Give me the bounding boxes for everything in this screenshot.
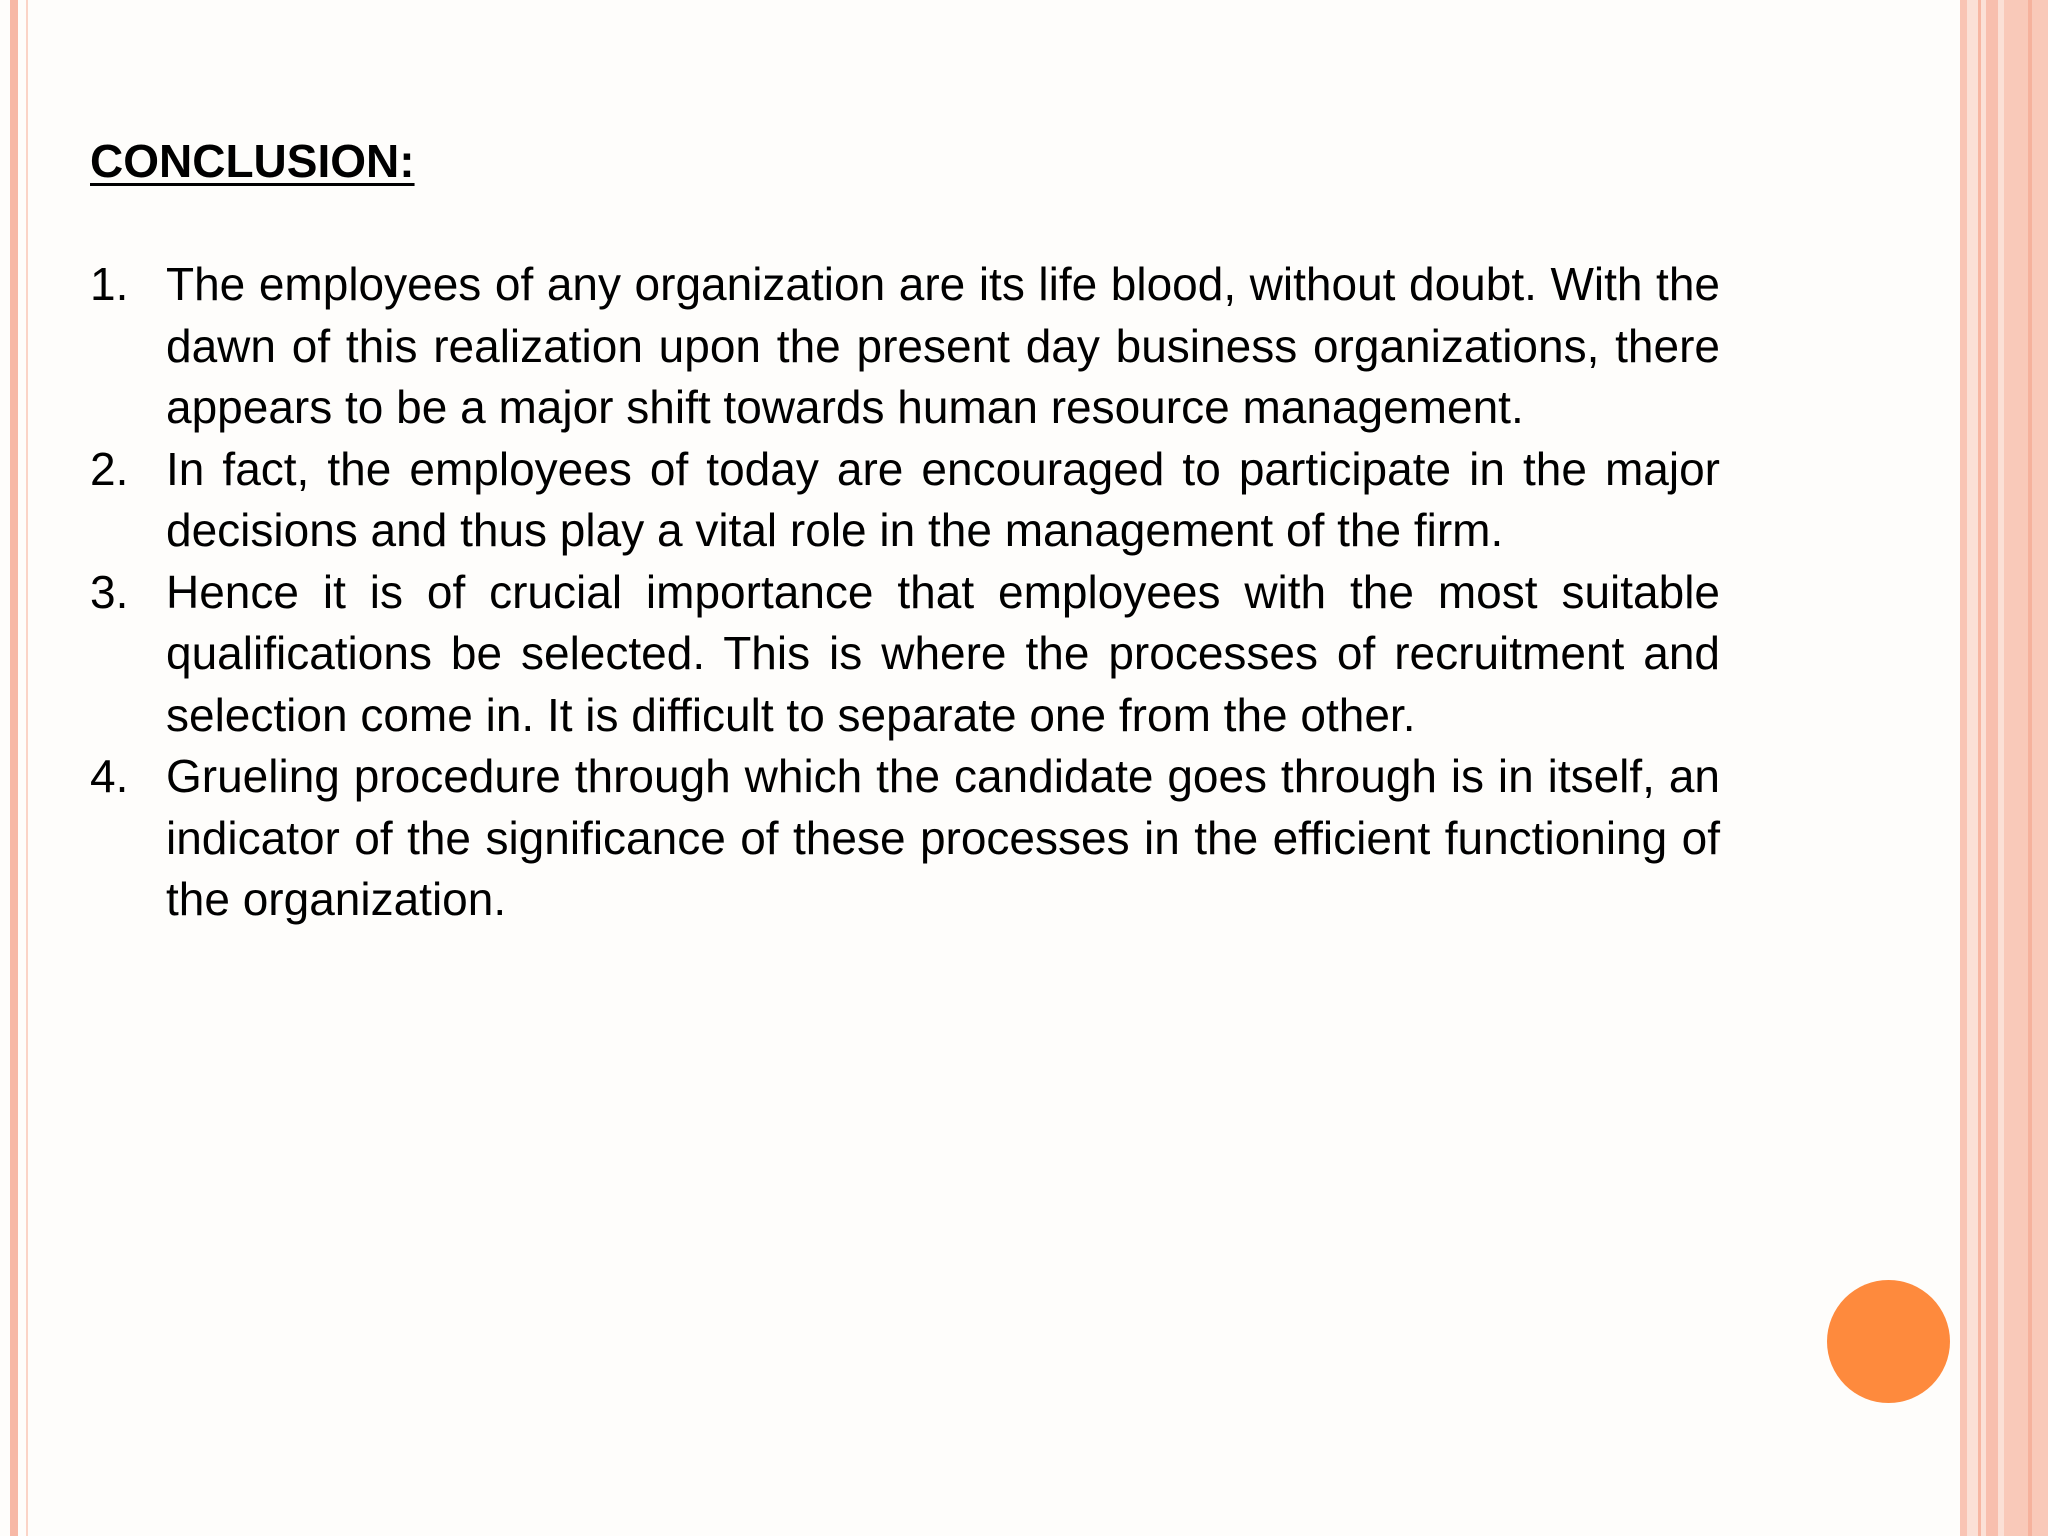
conclusion-item-3 <box>90 562 1720 747</box>
item-text: In fact, the employees of today are encouraged to participate in the major decisions and thus play a vital role in the management of the firm. <box>166 442 1720 556</box>
orange-circle-decoration <box>1827 1280 1950 1403</box>
conclusion-item-2 <box>90 439 1720 562</box>
right-frame-stripe <box>2004 0 2048 1536</box>
item-number: 1. <box>90 258 129 310</box>
right-frame-stripe <box>1986 0 1998 1536</box>
item-number: 3. <box>90 565 129 618</box>
slide-heading: CONCLUSION: <box>90 135 415 187</box>
conclusion-item-4 <box>90 746 1720 931</box>
slide-content <box>90 130 1720 931</box>
item-number: 4. <box>90 750 129 802</box>
right-frame-stripe <box>2028 0 2032 1536</box>
left-frame-line <box>10 0 18 1536</box>
conclusion-item-1 <box>90 254 1720 439</box>
right-frame-stripe <box>1978 0 1981 1536</box>
item-text: Hence it is of crucial importance that employees with the most suitable qualifications be selected. This is where the processes of recruitment and selection come in. It is difficult to separate one from the other. <box>166 565 1720 741</box>
item-number: 2. <box>90 442 129 495</box>
right-frame-stripe <box>1960 0 1967 1536</box>
conclusion-list <box>90 254 1720 931</box>
item-text: Grueling procedure through which the candidate goes through is in itself, an indicator of the significance of these processes in the efficient functioning of the organization. <box>166 750 1720 925</box>
item-text: The employees of any organization are its life blood, without doubt. With the dawn of this realization upon the present day business organizations, there appears to be a major shift towards human resource management. <box>166 258 1720 433</box>
left-frame-inner-line <box>26 0 28 1536</box>
